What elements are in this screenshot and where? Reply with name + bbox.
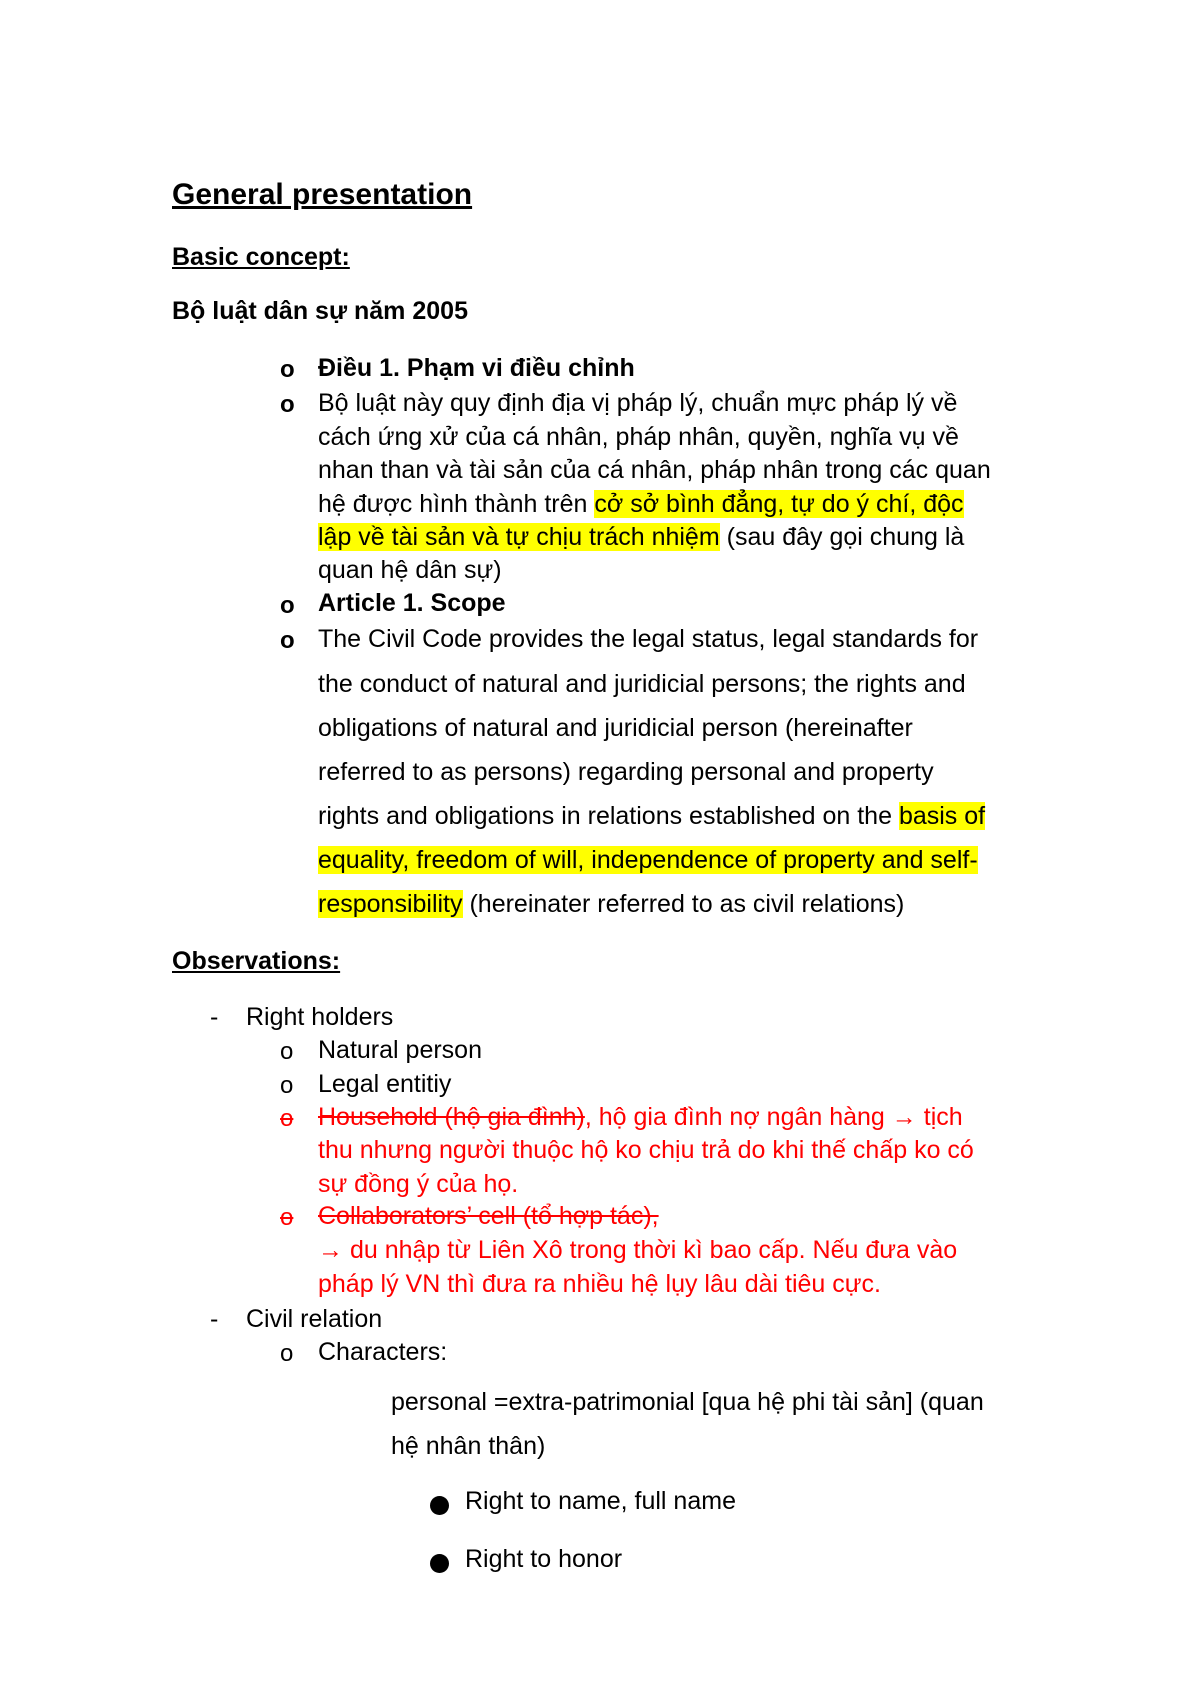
article1-en-line [318, 846, 978, 875]
household-note-line: sự đồng ý của họ. [318, 1170, 519, 1198]
article1-en-line: obligations of natural and juridicial person (hereinafter [318, 714, 913, 742]
highlighted-text: lập về tài sản và tự chịu trách nhiệm [318, 523, 720, 551]
article1-vi-line: nhan than và tài sản của cá nhân, pháp nhân trong các quan [318, 456, 991, 484]
list-bullet-circle: o [280, 1072, 294, 1099]
list-bullet-dash: - [210, 1305, 219, 1333]
article1-en-line: The Civil Code provides the legal status, legal standards for [318, 625, 979, 653]
legal-entity-item: Legal entitiy [318, 1070, 452, 1098]
article1-en-heading: Article 1. Scope [318, 589, 506, 617]
text-run: du nhập từ Liên Xô trong thời kì bao cấp. Nếu đưa vào [343, 1236, 958, 1264]
characters-item: Characters: [318, 1338, 448, 1366]
household-note-line: thu nhưng người thuộc hộ ko chịu trả do khi thế chấp ko có [318, 1136, 974, 1164]
observations-heading: Observations: [172, 947, 341, 975]
article1-en-line: referred to as persons) regarding personal and property [318, 758, 934, 786]
list-bullet-circle: o [280, 356, 295, 383]
text-run: (sau đây gọi chung là [719, 523, 965, 551]
collaborators-note-line: pháp lý VN thì đưa ra nhiều hệ lụy lâu dài tiêu cực. [318, 1270, 881, 1298]
household-note-line [318, 1103, 963, 1132]
natural-person-item: Natural person [318, 1036, 482, 1064]
basic-concept-heading: Basic concept: [172, 243, 350, 271]
highlighted-text: equality, freedom of will, independence of property and self- [318, 846, 978, 874]
article1-vi-heading: Điều 1. Phạm vi điều chỉnh [318, 354, 635, 382]
text-run: , hộ gia đình nợ ngân hàng [584, 1103, 885, 1131]
struck-text: Household (hộ gia đình) [318, 1103, 585, 1131]
civil-relation-item: Civil relation [246, 1305, 383, 1333]
personal-text-line: personal =extra-patrimonial [qua hệ phi tài sản] (quan [391, 1388, 984, 1416]
text-run: hệ được hình thành trên [318, 490, 595, 518]
article1-vi-line: quan hệ dân sự) [318, 556, 502, 584]
article1-en-line: the conduct of natural and juridicial persons; the rights and [318, 670, 966, 698]
arrow-right-icon: → [891, 1103, 917, 1131]
text-run: tịch [916, 1103, 963, 1131]
highlighted-text: responsibility [318, 890, 463, 918]
struck-text: Collaborators’ cell (tổ hợp tác), [318, 1202, 659, 1230]
list-bullet-circle: o [280, 627, 295, 654]
article1-vi-line [318, 490, 964, 519]
text-run: rights and obligations in relations established on the [318, 802, 899, 830]
collaborators-note-line [318, 1236, 957, 1265]
article1-vi-line: cách ứng xử của cá nhân, pháp nhân, quyền, nghĩa vụ về [318, 423, 959, 451]
highlighted-text: cở sở bình đẳng, tự do ý chí, độc [594, 490, 964, 518]
collaborators-note-line [318, 1202, 659, 1231]
article1-en-line [318, 802, 985, 831]
personal-text-line: hệ nhân thân) [391, 1432, 546, 1460]
list-bullet-circle: o [280, 391, 295, 418]
right-item: Right to name, full name [465, 1487, 736, 1515]
text-run: (hereinater referred to as civil relations) [462, 890, 905, 918]
bullet-dot-icon [430, 1496, 449, 1515]
list-bullet-circle: o [280, 1105, 294, 1132]
article1-vi-line: Bộ luật này quy định địa vị pháp lý, chuẩn mực pháp lý về [318, 389, 958, 417]
list-bullet-circle: o [280, 1340, 294, 1367]
law-title: Bộ luật dân sự năm 2005 [172, 297, 468, 325]
article1-vi-line [318, 523, 964, 552]
article1-en-line [318, 890, 904, 919]
right-item: Right to honor [465, 1545, 623, 1573]
arrow-right-icon: → [318, 1236, 343, 1264]
bullet-dot-icon [430, 1554, 449, 1573]
list-bullet-circle: o [280, 1038, 294, 1065]
highlighted-text: basis of [898, 802, 986, 830]
list-bullet-circle: o [280, 592, 295, 619]
list-bullet-circle: o [280, 1204, 294, 1231]
list-bullet-dash: - [210, 1003, 219, 1031]
right-holders-item: Right holders [246, 1003, 394, 1031]
page-title: General presentation [172, 178, 473, 211]
